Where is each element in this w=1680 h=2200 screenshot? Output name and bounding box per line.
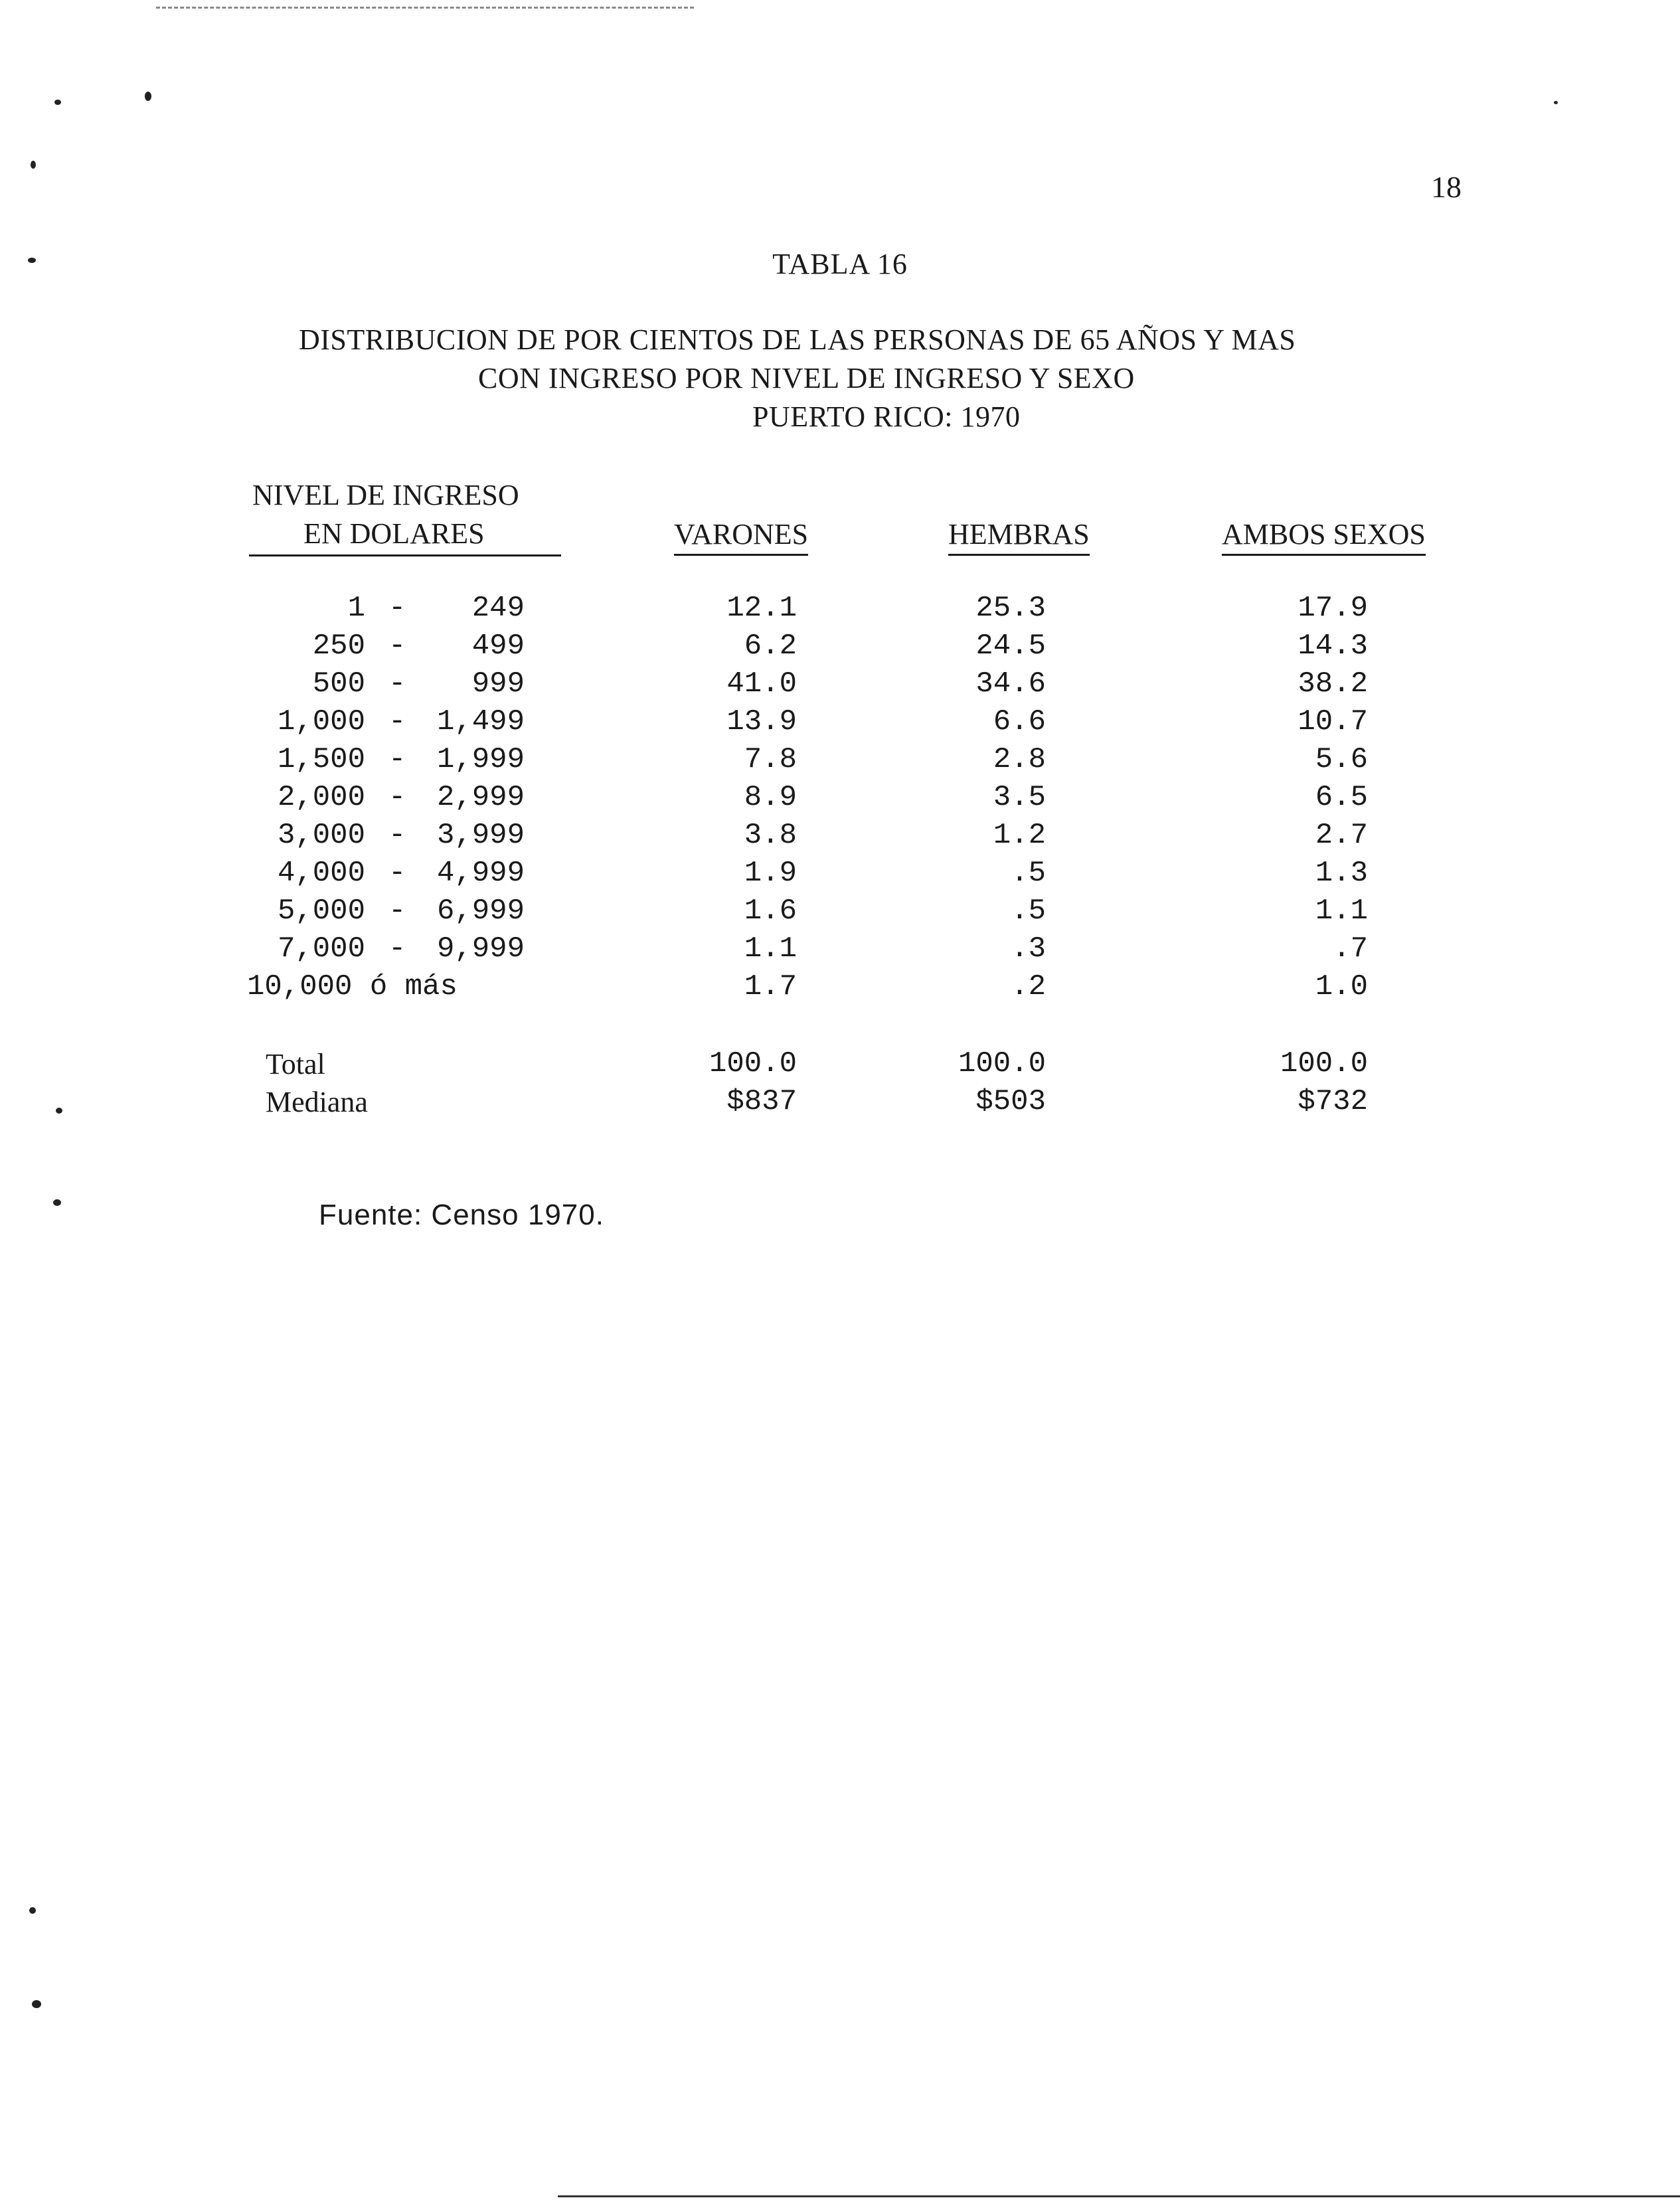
- page-number: 18: [1431, 170, 1462, 204]
- table-row: [0, 590, 1680, 628]
- table-row: [0, 628, 1680, 665]
- scan-speck: [53, 1199, 61, 1206]
- income-to: 1,499: [436, 705, 525, 738]
- ambos-total: 100.0: [1280, 1047, 1368, 1080]
- scan-speck: [145, 92, 151, 101]
- hembras-value: .3: [1011, 932, 1046, 966]
- income-from: 5,000: [277, 894, 365, 928]
- scan-top-rule: [156, 7, 694, 9]
- hembras-value: 3.5: [993, 781, 1046, 814]
- income-to: 4,999: [436, 857, 525, 890]
- hembras-value: 2.8: [993, 743, 1046, 776]
- varones-value: 8.9: [744, 781, 797, 814]
- header-varones: VARONES: [674, 517, 808, 556]
- income-from: 1,500: [277, 743, 365, 776]
- header-ambos-sexos: AMBOS SEXOS: [1222, 517, 1426, 556]
- income-to: 3,999: [436, 819, 525, 852]
- scan-speck: [29, 1907, 36, 1914]
- total-row: [0, 1045, 1680, 1083]
- scan-speck: [1554, 101, 1558, 104]
- hembras-value: 34.6: [975, 667, 1046, 701]
- ambos-value: 1.3: [1315, 857, 1368, 890]
- income-to: 249: [471, 592, 525, 625]
- varones-value: 3.8: [744, 819, 797, 852]
- varones-value: 7.8: [744, 743, 797, 776]
- range-dash: -: [388, 667, 406, 701]
- scan-speck: [32, 2000, 41, 2008]
- ambos-median: $732: [1298, 1085, 1368, 1118]
- income-to: 6,999: [436, 894, 525, 928]
- header-hembras: HEMBRAS: [948, 517, 1090, 556]
- table-row: [0, 817, 1680, 855]
- income-from: 3,000: [277, 819, 365, 852]
- ambos-value: 1.1: [1315, 894, 1368, 928]
- hembras-value: 24.5: [975, 630, 1046, 663]
- ambos-value: 1.0: [1315, 970, 1368, 1003]
- hembras-total: 100.0: [958, 1047, 1046, 1080]
- ambos-value: 17.9: [1298, 592, 1368, 625]
- income-to: 499: [471, 630, 525, 663]
- income-from: 1,000: [277, 705, 365, 738]
- ambos-value: 14.3: [1298, 630, 1368, 663]
- range-dash: -: [388, 932, 406, 966]
- table-row: [0, 741, 1680, 779]
- total-label: Total: [266, 1048, 325, 1080]
- range-dash: -: [388, 743, 406, 776]
- varones-median: $837: [726, 1085, 797, 1118]
- ambos-value: 10.7: [1298, 705, 1368, 738]
- hembras-value: .5: [1011, 857, 1046, 890]
- ambos-value: 6.5: [1315, 781, 1368, 814]
- table-title-line-2: CON INGRESO POR NIVEL DE INGRESO Y SEXO: [478, 362, 1135, 394]
- range-dash: -: [388, 630, 406, 663]
- table-row: [0, 703, 1680, 741]
- varones-value: 12.1: [726, 592, 797, 625]
- income-to: 999: [471, 667, 525, 701]
- range-dash: -: [388, 857, 406, 890]
- varones-value: 13.9: [726, 705, 797, 738]
- income-to: 2,999: [436, 781, 525, 814]
- income-from: 7,000: [277, 932, 365, 966]
- table-row: [0, 665, 1680, 703]
- income-from: 2,000: [277, 781, 365, 814]
- varones-value: 1.6: [744, 894, 797, 928]
- hembras-median: $503: [975, 1085, 1046, 1118]
- ambos-value: 38.2: [1298, 667, 1368, 701]
- table-row: [0, 892, 1680, 930]
- hembras-value: 6.6: [993, 705, 1046, 738]
- ambos-value: 5.6: [1315, 743, 1368, 776]
- table-title-line-3: PUERTO RICO: 1970: [752, 400, 1021, 433]
- income-from: 500: [312, 667, 365, 701]
- range-dash: -: [388, 819, 406, 852]
- range-dash: -: [388, 781, 406, 814]
- table-title-line-1: DISTRIBUCION DE POR CIENTOS DE LAS PERSONAS DE 65 AÑOS Y MAS: [299, 323, 1296, 356]
- income-from: 4,000: [277, 857, 365, 890]
- ambos-value: .7: [1333, 932, 1368, 966]
- income-to: 1,999: [436, 743, 525, 776]
- range-dash: -: [388, 705, 406, 738]
- varones-value: 1.1: [744, 932, 797, 966]
- source-note: Fuente: Censo 1970.: [319, 1199, 604, 1231]
- hembras-value: 1.2: [993, 819, 1046, 852]
- scan-bottom-rule: [558, 2195, 1680, 2197]
- hembras-value: .2: [1011, 970, 1046, 1003]
- scan-speck: [31, 161, 36, 169]
- income-from: 250: [312, 630, 365, 663]
- income-to: 9,999: [436, 932, 525, 966]
- table-row: [0, 930, 1680, 968]
- header-in-dollars: EN DOLARES: [249, 517, 561, 556]
- ambos-value: 2.7: [1315, 819, 1368, 852]
- varones-value: 41.0: [726, 667, 797, 701]
- scan-speck: [54, 100, 61, 105]
- varones-value: 1.7: [744, 970, 797, 1003]
- income-open-range: 10,000 ó más: [247, 970, 458, 1003]
- median-label: Mediana: [266, 1086, 368, 1118]
- median-row: [0, 1083, 1680, 1121]
- hembras-value: 25.3: [975, 592, 1046, 625]
- header-income-level: NIVEL DE INGRESO: [252, 479, 519, 511]
- varones-value: 6.2: [744, 630, 797, 663]
- income-from: 1: [347, 592, 365, 625]
- range-dash: -: [388, 894, 406, 928]
- table-row: [0, 855, 1680, 892]
- table-row: [0, 779, 1680, 817]
- varones-value: 1.9: [744, 857, 797, 890]
- table-label: TABLA 16: [772, 248, 908, 280]
- varones-total: 100.0: [709, 1047, 797, 1080]
- table-row: [0, 968, 1680, 1006]
- range-dash: -: [388, 592, 406, 625]
- hembras-value: .5: [1011, 894, 1046, 928]
